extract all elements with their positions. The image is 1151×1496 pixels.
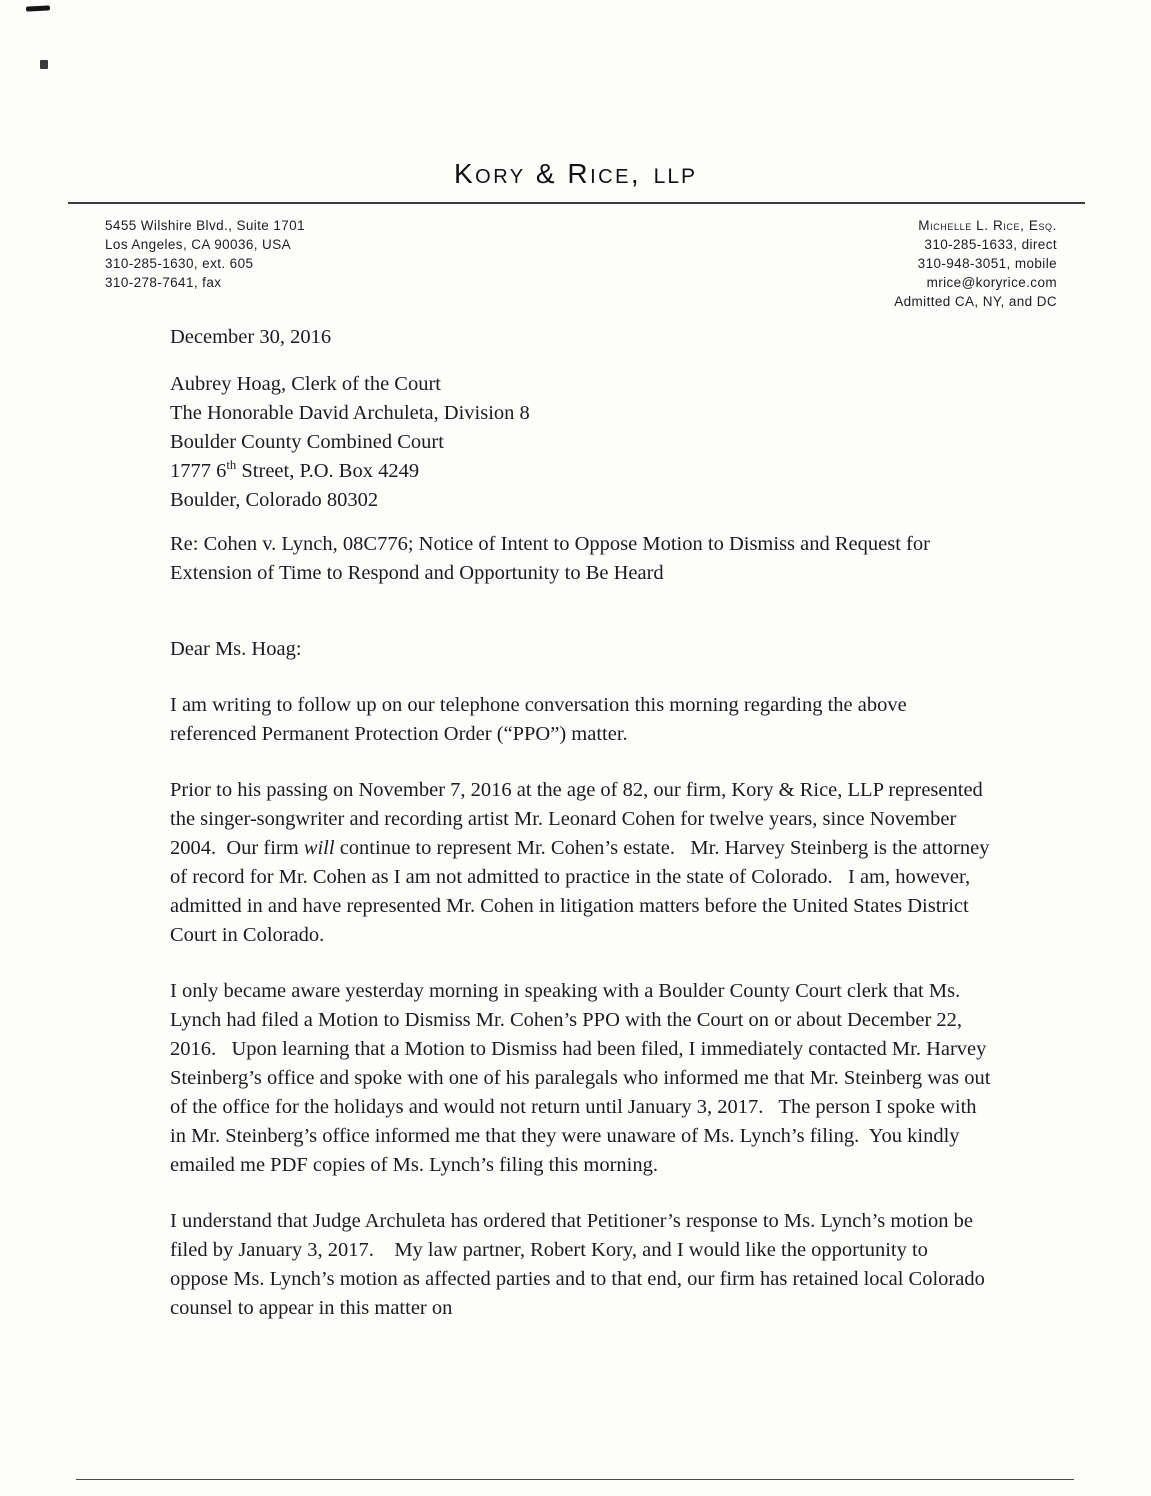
office-address-block	[105, 216, 305, 311]
letter-date: December 30, 2016	[170, 326, 332, 348]
salutation: Dear Ms. Hoag:	[170, 638, 302, 660]
paragraph-2-emphasis: will	[303, 837, 335, 859]
paragraph-2-text: continue to represent Mr. Cohen’s estate. Mr. Harvey Steinberg is the attorney of record for Mr. Cohen as I am not admitted to practice in the state of Colorado. I am, however, admitted in and have represented Mr. Cohen in litigation matters before the United States District Court in Colorado.	[170, 837, 995, 946]
contact-blocks	[105, 216, 1057, 311]
attorney-name: Michelle L. Rice, Esq.	[918, 218, 1057, 233]
street-rest: Street, P.O. Box 4249	[236, 460, 420, 482]
scan-artifact	[40, 60, 48, 69]
attorney-contact-block	[894, 216, 1057, 311]
street-number: 1777 6	[170, 460, 227, 482]
office-address-line: Los Angeles, CA 90036, USA	[105, 237, 292, 252]
ordinal-suffix: th	[226, 458, 237, 473]
footer-divider	[76, 1479, 1074, 1480]
letterhead-divider	[68, 202, 1085, 204]
paragraph-4: I understand that Judge Archuleta has ordered that Petitioner’s response to Ms. Lynch’s motion be filed by January 3, 2017. My law partner, Robert Kory, and I would like the opportunity to oppose Ms. Lynch’s motion as affected parties and to that end, our firm has retained local Colorado counsel to appear in this matter on	[170, 1210, 990, 1319]
recipient-line	[170, 457, 991, 486]
recipient-line: Aubrey Hoag, Clerk of the Court	[170, 373, 441, 395]
attorney-direct-phone: 310-285-1633, direct	[924, 237, 1057, 252]
recipient-address-block	[170, 370, 991, 515]
letter-body	[170, 323, 996, 1323]
recipient-line: Boulder, Colorado 80302	[170, 489, 379, 511]
recipient-line: The Honorable David Archuleta, Division 8	[170, 402, 530, 424]
attorney-admissions: Admitted CA, NY, and DC	[894, 294, 1057, 309]
recipient-line: Boulder County Combined Court	[170, 431, 444, 453]
firm-name-suffix: LLP	[653, 165, 698, 188]
office-address-line: 5455 Wilshire Blvd., Suite 1701	[105, 218, 306, 233]
re-line: Re: Cohen v. Lynch, 08C776; Notice of Intent to Oppose Motion to Dismiss and Request for Extension of Time to Respond and Opportunity to Be Heard	[170, 533, 936, 584]
paragraph-2-text: Prior to his passing on November 7, 2016 at the age of 82, our firm, Kory & Rice, LLP represented the singer-songwriter and recording artist Mr. Leonard Cohen for twelve years, since November 2004. Our firm	[170, 779, 988, 859]
office-phone-line: 310-285-1630, ext. 605	[105, 256, 254, 271]
paragraph-2	[170, 776, 995, 950]
firm-name: Kory & Rice,	[453, 158, 642, 189]
letterhead	[0, 0, 1151, 190]
paragraph-1: I am writing to follow up on our telephone conversation this morning regarding the above referenced Permanent Protection Order (“PPO”) matter.	[170, 694, 912, 745]
paragraph-3: I only became aware yesterday morning in speaking with a Boulder County Court clerk that Ms. Lynch had filed a Motion to Dismiss Mr. Cohen’s PPO with the Court on or about December 22, 2016. Upon learning that a Motion to Dismiss had been filed, I immediately contacted Mr. Harvey Steinberg’s office and spoke with one of his paralegals who informed me that Mr. Steinberg was out of the office for the holidays and would not return until January 3, 2017. The person I spoke with in Mr. Steinberg’s office informed me that they were unaware of Ms. Lynch’s filing. You kindly emailed me PDF copies of Ms. Lynch’s filing this morning.	[170, 980, 996, 1176]
attorney-mobile-phone: 310-948-3051, mobile	[917, 256, 1057, 271]
attorney-email: mrice@koryrice.com	[926, 275, 1057, 290]
office-fax-line: 310-278-7641, fax	[105, 275, 222, 290]
